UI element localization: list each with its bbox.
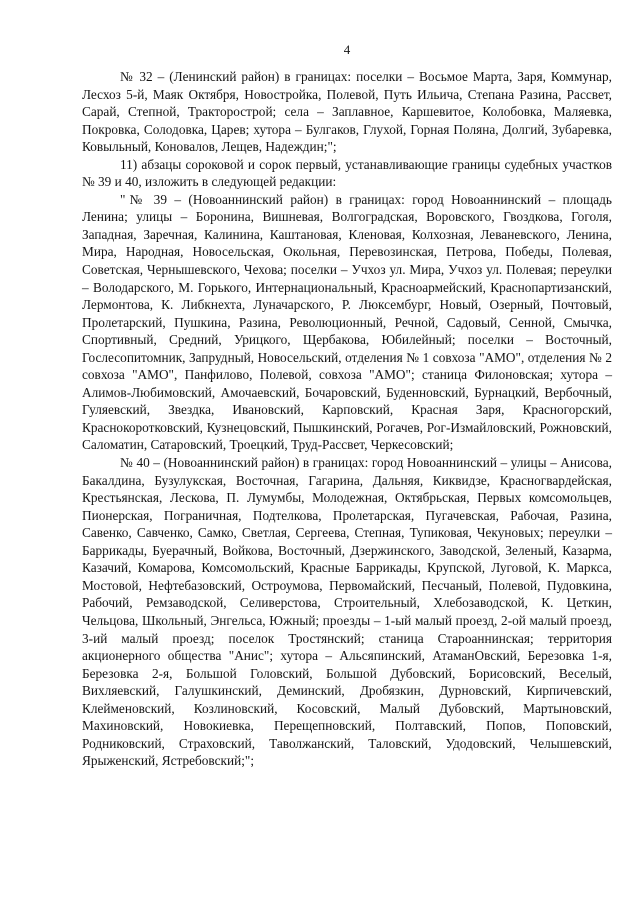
page-number: 4: [343, 42, 351, 57]
paragraph-district-40: № 40 – (Новоаннинский район) в границах: город Новоаннинский – улицы – Анисова, Бакалдина, Бузулукская, Восточная, Гагарина, Дальняя, Киквидзе, Красногвардейская, Крестьянская, Лескова, П. Лумумбы, Молодежная, Октябрьская, Первых комсомольцев, Пионерская, Пограничная, Подтелкова, Пролетарская, Пугачевская, Рабочая, Разина, Савенко, Савченко, Самко, Светлая, Сергеева, Степная, Тупиковая, Чекуновых; переулки – Баррикады, Буерачный, Войкова, Восточный, Дзержинского, Заводской, Зеленый, Казарма, Казачий, Комарова, Комсомольский, Красные Баррикады, Крупской, Луговой, К. Маркса, Мостовой, Нефтебазовский, Остроумова, Первомайский, Песчаный, Полевой, Пудовкина, Рабочий, Ремзаводской, Селиверстова, Строительный, Хлебозаводской, К. Цеткин, Чельцова, Школьный, Энгельса, Южный; проезды – 1-ый малый проезд, 2-ой малый проезд, 3-ий малый проезд; поселок Тростянский; станица Староаннинская; территория акционерного общества "Анис"; хутора – Альсяпинский, АтаманОвский, Березовка 1-я, Березовка 2-я, Большой Головский, Большой Дубовский, Борисовский, Веселый, Вихляевский, Галушкинский, Деминский, Дробязкин, Дурновский, Кирпичевский, Клейменовский, Козлиновский, Косовский, Малый Дубовский, Мартыновский, Махиновский, Новокиевка, Перещепновский, Полтавский, Попов, Поповский, Родниковский, Страховский, Таволжанский, Таловский, Удодовский, Челышевский, Ярыженский, Ястребовский;";: [82, 455, 612, 769]
paragraph-district-39: "№ 39 – (Новоаннинский район) в границах: город Новоаннинский – площадь Ленина; улицы – Боронина, Вишневая, Волгоградская, Воровского, Гвоздкова, Гоголя, Западная, Заречная, Калинина, Каштановая, Кленовая, Колхозная, Леваневского, Ленина, Мира, Народная, Новосельская, Окольная, Перевозинская, Петрова, Победы, Полевая, Советская, Чернышевского, Чехова; поселки – Учхоз ул. Мира, Учхоз ул. Полевая; переулки – Володарского, М. Горького, Интернациональный, Красноармейский, Краснопартизанский, Лермонтова, К. Либкнехта, Луначарского, Р. Люксембург, Новый, Озерный, Почтовый, Пролетарский, Пушкина, Разина, Революционный, Речной, Садовый, Сенной, Смычка, Спортивный, Средний, Урицкого, Щербакова, Юбилейный; поселки – Восточный, Гослесопитомник, Запрудный, Новосельский, отделения № 1 совхоза "АМО", отделения № 2 совхоза "АМО", Панфилово, Полевой, совхоза "АМО"; станица Филоновская; хутора – Алимов-Любимовский, Амочаевский, Бочаровский, Буденновский, Бурнацкий, Вербочный, Гуляевский, Звездка, Ивановский, Карповский, Красная Заря, Красногорский, Краснокоротковский, Кузнецовский, Пышкинский, Рогачев, Рог-Измайловский, Рожновский, Саломатин, Сатаровский, Троецкий, Труд-Рассвет, Черкесовский;: [82, 191, 612, 453]
paragraph-amendment-11: 11) абзацы сороковой и сорок первый, устанавливающие границы судебных участков № 39 и 40, изложить в следующей редакции:: [82, 156, 612, 190]
paragraph-district-32: № 32 – (Ленинский район) в границах: поселки – Восьмое Марта, Заря, Коммунар, Лесхоз 5-й, Маяк Октября, Новостройка, Полевой, Путь Ильича, Степана Разина, Рассвет, Сарай, Степной, Тракторострой; села – Заплавное, Каршевитое, Колобовка, Маляевка, Покровка, Солодовка, Царев; хутора – Булгаков, Глухой, Горная Поляна, Долгий, Зубаревка, Ковыльный, Коновалов, Лещев, Надеждин;";: [82, 69, 612, 155]
